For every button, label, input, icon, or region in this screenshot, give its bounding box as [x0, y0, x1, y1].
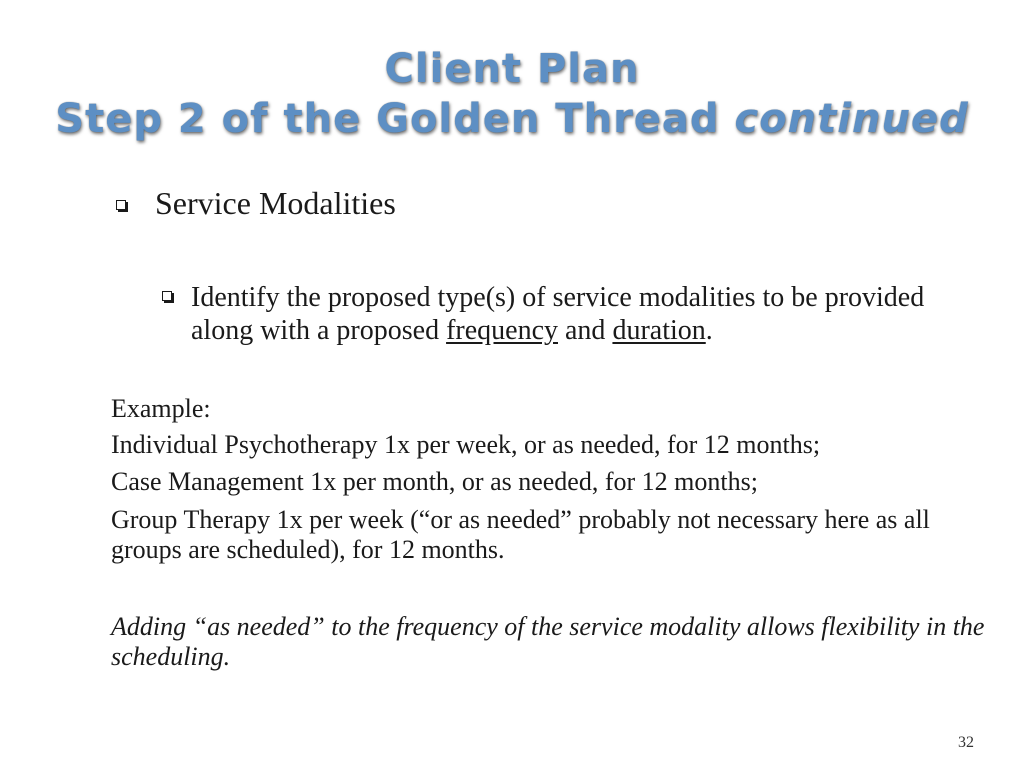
slide-title: [0, 44, 1024, 144]
bullet-identify: [162, 281, 982, 347]
bullet-text-part: Identify the proposed type(s) of service modalities to be provided along with a proposed: [191, 282, 925, 346]
example-line-1: Individual Psychotherapy 1x per week, or as needed, for 12 months;: [111, 430, 821, 459]
bullet-text-part: .: [705, 315, 713, 346]
bullet-service-modalities: [116, 186, 396, 220]
square-bullet-icon: [116, 200, 126, 210]
title-line-1: Client Plan: [384, 46, 640, 92]
bullet-text: [191, 281, 982, 347]
example-line-3: Group Therapy 1x per week (“or as needed” probably not necessary here as all groups are scheduled), for 12 months.: [111, 505, 930, 564]
square-bullet-icon: [162, 291, 172, 301]
title-line-2-italic: continued: [734, 96, 969, 142]
bullet-text-part: and: [558, 315, 613, 346]
example-label: Example:: [111, 394, 211, 423]
italic-note: Adding “as needed” to the frequency of the service modality allows flexibility in the scheduling.: [111, 612, 985, 671]
title-line-2-regular: Step 2 of the Golden Thread: [55, 96, 735, 142]
bullet-text: Service Modalities: [155, 185, 396, 221]
example-line-2: Case Management 1x per month, or as needed, for 12 months;: [111, 467, 758, 496]
page-number: 32: [958, 734, 974, 751]
title-line-2: [0, 94, 1024, 144]
underlined-duration: duration: [612, 315, 706, 346]
underlined-frequency: frequency: [446, 315, 558, 346]
